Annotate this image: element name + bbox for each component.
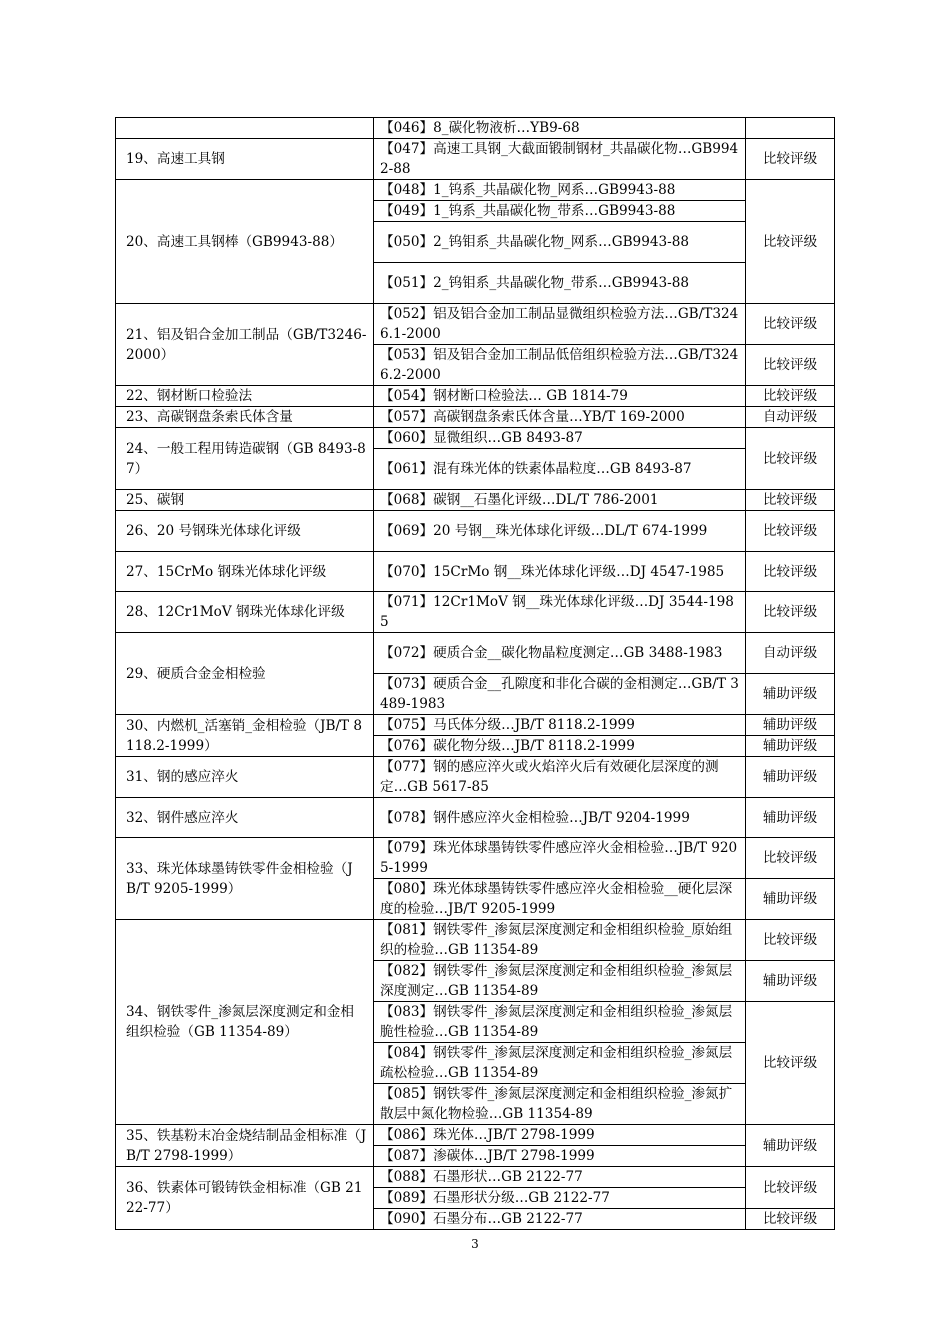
standard-cell: 【048】1_钨系_共晶碳化物_网系…GB9943-88 bbox=[374, 180, 746, 201]
category-cell: 35、铁基粉末冶金烧结制品金相标准（JB/T 2798-1999） bbox=[116, 1125, 374, 1167]
rating-cell: 辅助评级 bbox=[746, 757, 835, 798]
table-row bbox=[116, 552, 835, 592]
standard-cell: 【085】钢铁零件_渗氮层深度测定和金相组织检验_渗氮扩散层中氮化物检验…GB 11354-89 bbox=[374, 1084, 746, 1125]
standard-cell: 【082】钢铁零件_渗氮层深度测定和金相组织检验_渗氮层深度测定…GB 11354-89 bbox=[374, 961, 746, 1002]
standards-table bbox=[115, 117, 835, 1230]
rating-cell: 比较评级 bbox=[746, 428, 835, 490]
rating-cell: 比较评级 bbox=[746, 1002, 835, 1125]
category-cell: 25、碳钢 bbox=[116, 490, 374, 511]
rating-cell: 自动评级 bbox=[746, 407, 835, 428]
standard-cell: 【073】硬质合金__孔隙度和非化合碳的金相测定…GB/T 3489-1983 bbox=[374, 674, 746, 715]
table-row bbox=[116, 838, 835, 879]
standard-cell: 【075】马氏体分级…JB/T 8118.2-1999 bbox=[374, 715, 746, 736]
rating-cell: 辅助评级 bbox=[746, 715, 835, 736]
rating-cell: 辅助评级 bbox=[746, 1125, 835, 1167]
table-row bbox=[116, 633, 835, 674]
rating-cell: 自动评级 bbox=[746, 633, 835, 674]
standard-cell: 【087】渗碳体…JB/T 2798-1999 bbox=[374, 1146, 746, 1167]
standard-cell: 【077】钢的感应淬火或火焰淬火后有效硬化层深度的测定…GB 5617-85 bbox=[374, 757, 746, 798]
table-row bbox=[116, 304, 835, 345]
rating-cell: 比较评级 bbox=[746, 552, 835, 592]
table-row bbox=[116, 118, 835, 139]
rating-cell: 比较评级 bbox=[746, 180, 835, 304]
standard-cell: 【060】显微组织…GB 8493-87 bbox=[374, 428, 746, 449]
standard-cell: 【050】2_钨钼系_共晶碳化物_网系…GB9943-88 bbox=[374, 222, 746, 263]
standard-cell: 【088】石墨形状…GB 2122-77 bbox=[374, 1167, 746, 1188]
rating-cell: 比较评级 bbox=[746, 1167, 835, 1209]
category-cell: 32、钢件感应淬火 bbox=[116, 798, 374, 838]
rating-cell: 比较评级 bbox=[746, 304, 835, 345]
rating-cell: 辅助评级 bbox=[746, 674, 835, 715]
rating-cell: 辅助评级 bbox=[746, 879, 835, 920]
table-row bbox=[116, 798, 835, 838]
table-row bbox=[116, 757, 835, 798]
page-number: 3 bbox=[471, 1237, 479, 1251]
rating-cell: 比较评级 bbox=[746, 139, 835, 180]
rating-cell: 比较评级 bbox=[746, 838, 835, 879]
rating-cell: 比较评级 bbox=[746, 511, 835, 552]
category-cell: 36、铁素体可锻铸铁金相标准（GB 2122-77） bbox=[116, 1167, 374, 1230]
standard-cell: 【086】珠光体…JB/T 2798-1999 bbox=[374, 1125, 746, 1146]
rating-cell: 辅助评级 bbox=[746, 961, 835, 1002]
category-cell: 34、钢铁零件_渗氮层深度测定和金相组织检验（GB 11354-89） bbox=[116, 920, 374, 1125]
category-cell: 26、20 号钢珠光体球化评级 bbox=[116, 511, 374, 552]
rating-cell: 比较评级 bbox=[746, 592, 835, 633]
category-cell: 24、一般工程用铸造碳钢（GB 8493-87） bbox=[116, 428, 374, 490]
category-cell: 30、内燃机_活塞销_金相检验（JB/T 8118.2-1999） bbox=[116, 715, 374, 757]
standard-cell: 【081】钢铁零件_渗氮层深度测定和金相组织检验_原始组织的检验…GB 11354-89 bbox=[374, 920, 746, 961]
table-row bbox=[116, 139, 835, 180]
rating-cell: 比较评级 bbox=[746, 1209, 835, 1230]
standard-cell: 【068】碳钢__石墨化评级…DL/T 786-2001 bbox=[374, 490, 746, 511]
rating-cell: 辅助评级 bbox=[746, 798, 835, 838]
standard-cell: 【047】高速工具钢_大截面锻制钢材_共晶碳化物…GB9942-88 bbox=[374, 139, 746, 180]
standard-cell: 【083】钢铁零件_渗氮层深度测定和金相组织检验_渗氮层脆性检验…GB 11354-89 bbox=[374, 1002, 746, 1043]
standard-cell: 【080】珠光体球墨铸铁零件感应淬火金相检验__硬化层深度的检验…JB/T 9205-1999 bbox=[374, 879, 746, 920]
rating-cell: 比较评级 bbox=[746, 490, 835, 511]
category-cell: 21、铝及铝合金加工制品（GB/T3246-2000） bbox=[116, 304, 374, 386]
standard-cell: 【072】硬质合金__碳化物晶粒度测定…GB 3488-1983 bbox=[374, 633, 746, 674]
standard-cell: 【052】铝及铝合金加工制品显微组织检验方法…GB/T3246.1-2000 bbox=[374, 304, 746, 345]
standard-cell: 【061】混有珠光体的铁素体晶粒度…GB 8493-87 bbox=[374, 449, 746, 490]
table-row bbox=[116, 386, 835, 407]
rating-cell: 辅助评级 bbox=[746, 736, 835, 757]
category-cell: 31、钢的感应淬火 bbox=[116, 757, 374, 798]
category-cell bbox=[116, 118, 374, 139]
standard-cell: 【078】钢件感应淬火金相检验…JB/T 9204-1999 bbox=[374, 798, 746, 838]
standard-cell: 【049】1_钨系_共晶碳化物_带系…GB9943-88 bbox=[374, 201, 746, 222]
standard-cell: 【057】高碳钢盘条索氏体含量…YB/T 169-2000 bbox=[374, 407, 746, 428]
table-row bbox=[116, 1167, 835, 1188]
category-cell: 27、15CrMo 钢珠光体球化评级 bbox=[116, 552, 374, 592]
standard-cell: 【070】15CrMo 钢__珠光体球化评级…DJ 4547-1985 bbox=[374, 552, 746, 592]
table-row bbox=[116, 428, 835, 449]
category-cell: 23、高碳钢盘条索氏体含量 bbox=[116, 407, 374, 428]
category-cell: 28、12Cr1MoV 钢珠光体球化评级 bbox=[116, 592, 374, 633]
category-cell: 22、钢材断口检验法 bbox=[116, 386, 374, 407]
standard-cell: 【090】石墨分布…GB 2122-77 bbox=[374, 1209, 746, 1230]
table-row bbox=[116, 511, 835, 552]
table-row bbox=[116, 407, 835, 428]
standard-cell: 【071】12Cr1MoV 钢__珠光体球化评级…DJ 3544-1985 bbox=[374, 592, 746, 633]
standard-cell: 【079】珠光体球墨铸铁零件感应淬火金相检验…JB/T 9205-1999 bbox=[374, 838, 746, 879]
standard-cell: 【089】石墨形状分级…GB 2122-77 bbox=[374, 1188, 746, 1209]
standard-cell: 【053】铝及铝合金加工制品低倍组织检验方法…GB/T3246.2-2000 bbox=[374, 345, 746, 386]
standard-cell: 【046】8_碳化物液析…YB9-68 bbox=[374, 118, 746, 139]
rating-cell: 比较评级 bbox=[746, 920, 835, 961]
standard-cell: 【054】钢材断口检验法… GB 1814-79 bbox=[374, 386, 746, 407]
rating-cell: 比较评级 bbox=[746, 386, 835, 407]
table-row bbox=[116, 920, 835, 961]
category-cell: 20、高速工具钢棒（GB9943-88） bbox=[116, 180, 374, 304]
table-row bbox=[116, 592, 835, 633]
category-cell: 33、珠光体球墨铸铁零件金相检验（JB/T 9205-1999） bbox=[116, 838, 374, 920]
table-row bbox=[116, 180, 835, 201]
standard-cell: 【051】2_钨钼系_共晶碳化物_带系…GB9943-88 bbox=[374, 263, 746, 304]
rating-cell: 比较评级 bbox=[746, 345, 835, 386]
table-row bbox=[116, 715, 835, 736]
standard-cell: 【069】20 号钢__珠光体球化评级…DL/T 674-1999 bbox=[374, 511, 746, 552]
standard-cell: 【076】碳化物分级…JB/T 8118.2-1999 bbox=[374, 736, 746, 757]
category-cell: 29、硬质合金金相检验 bbox=[116, 633, 374, 715]
category-cell: 19、高速工具钢 bbox=[116, 139, 374, 180]
table-row bbox=[116, 490, 835, 511]
standard-cell: 【084】钢铁零件_渗氮层深度测定和金相组织检验_渗氮层疏松检验…GB 11354-89 bbox=[374, 1043, 746, 1084]
table-row bbox=[116, 1125, 835, 1146]
rating-cell bbox=[746, 118, 835, 139]
